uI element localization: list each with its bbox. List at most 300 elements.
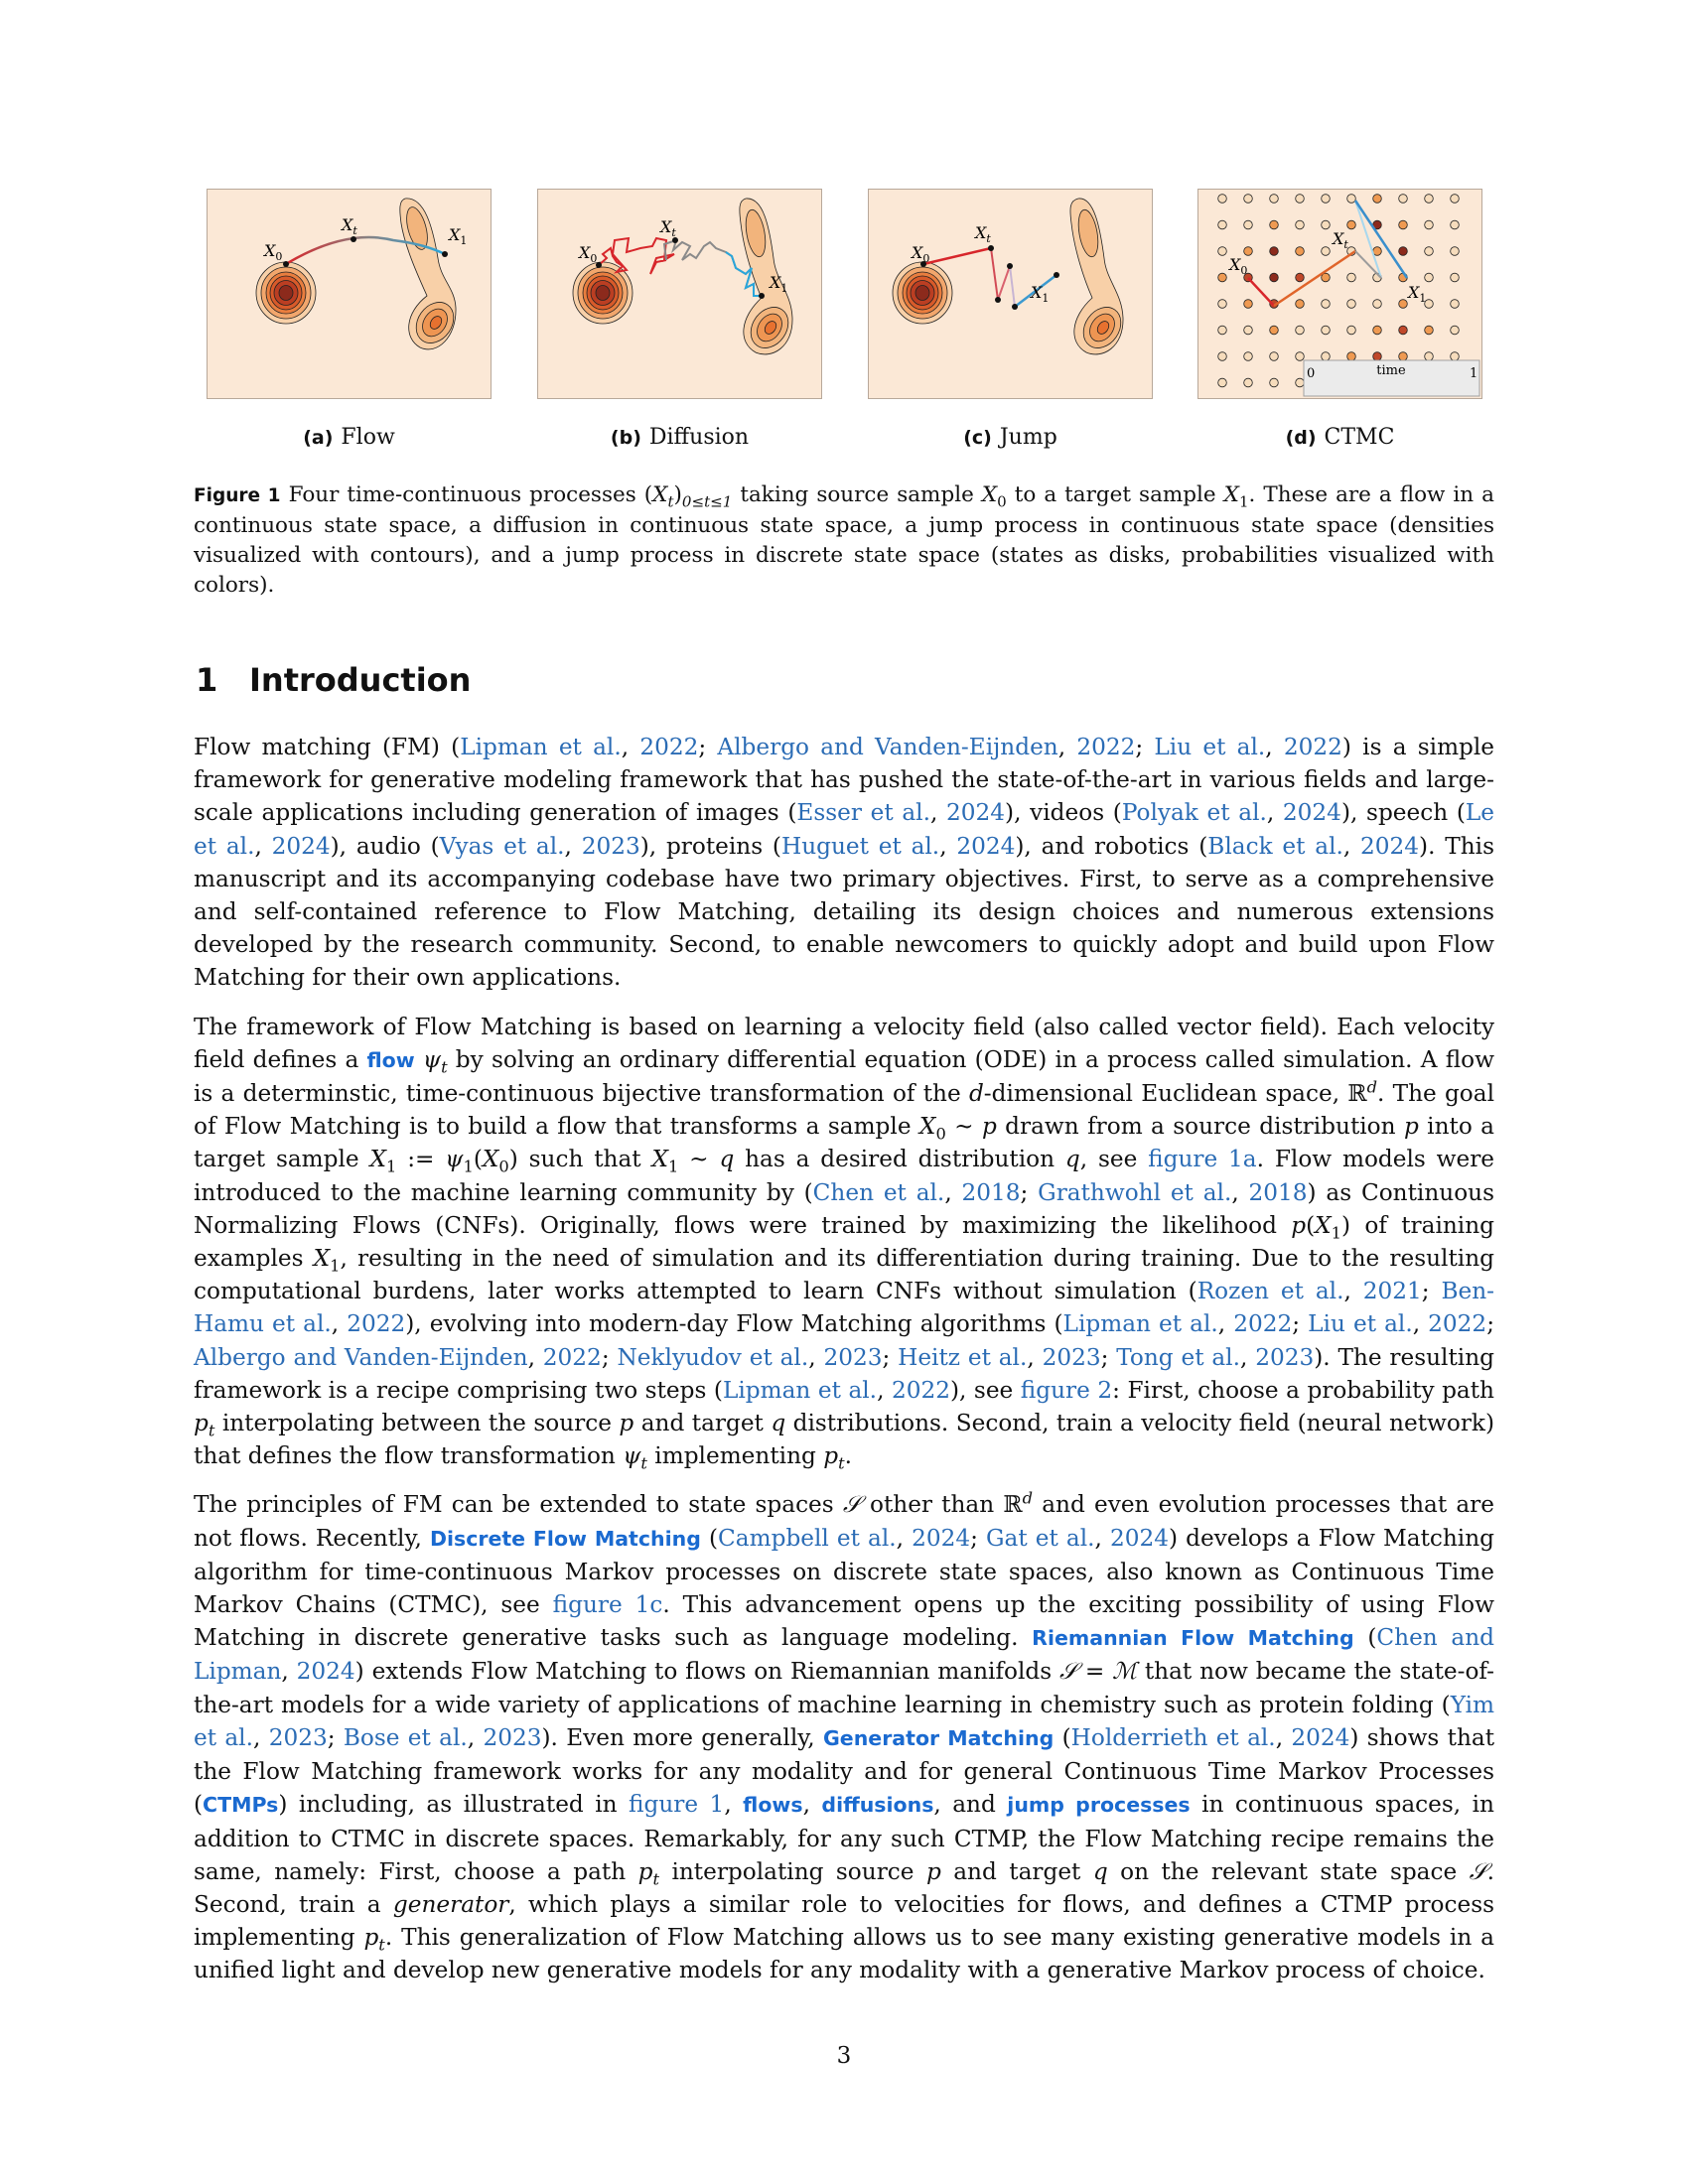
state-disk <box>1244 220 1253 229</box>
text-run: , <box>896 1524 913 1552</box>
text-run: , and <box>933 1791 1008 1819</box>
citation-link[interactable]: Holderrieth et al. <box>1070 1723 1276 1751</box>
keyword-link[interactable]: CTMPs <box>203 1793 279 1818</box>
text-run: ) is a simple framework for generative modeling framework that has pushed the state-of-the-art in various fields and large-scale applications including generation of images ( <box>194 734 1495 827</box>
keyword-link[interactable]: jump processes <box>1007 1793 1191 1818</box>
text-run: , <box>467 1723 484 1751</box>
citation-link[interactable]: 2023 <box>1255 1343 1315 1371</box>
text-run: , <box>1275 1723 1292 1751</box>
text-run: ( <box>1306 1211 1316 1239</box>
x1-point <box>1054 272 1059 278</box>
citation-link[interactable]: 2022 <box>1076 734 1136 760</box>
state-disk <box>1218 247 1227 256</box>
text-run: interpolating between the source <box>214 1410 620 1437</box>
citation-link[interactable]: Lipman et al. <box>460 734 622 760</box>
state-disk <box>1373 195 1382 204</box>
text-run: ) extends Flow Matching to flows on Riemannian manifolds <box>354 1658 1060 1686</box>
state-disk <box>1322 195 1331 204</box>
text-run: ). This manuscript and its accompanying codebase have two primary objectives. First, to serve as a comprehensive and self-contained reference to Flow Matching, detailing its design choices and numerous extensions developed by the research community. Second, to enable newcomers to quickly adopt and build upon Flow Matching for their own applications. <box>194 832 1494 992</box>
citation-link[interactable]: Vyas et al. <box>439 832 565 860</box>
math-symbol: X <box>369 1146 387 1173</box>
xt-label: $X_t$ <box>342 215 357 237</box>
citation-link[interactable]: 2022 <box>1428 1310 1487 1338</box>
text-run: ; <box>327 1723 344 1751</box>
text-run: . Second, train a <box>194 1857 1494 1918</box>
text-run: ). The resulting framework is a recipe comprising two steps ( <box>194 1343 1494 1404</box>
state-disk <box>1296 300 1305 309</box>
citation-link[interactable]: Campbell et al. <box>718 1524 897 1552</box>
citation-link[interactable]: 2022 <box>542 1343 602 1371</box>
state-disk <box>1451 352 1460 361</box>
state-disk <box>1451 247 1460 256</box>
text-run: ( <box>473 1146 483 1173</box>
paragraph-3 <box>194 1488 1494 1986</box>
text-run: The principles of FM can be extended to state spaces <box>194 1491 843 1519</box>
text-run: . Flow models were introduced to the machine learning community by ( <box>194 1146 1495 1206</box>
math-symbol: q <box>1064 1146 1080 1173</box>
section-heading <box>196 661 471 699</box>
source-density-contours <box>893 262 952 324</box>
math-subscript: 0 <box>935 1124 946 1144</box>
math-symbol: generator <box>392 1890 509 1918</box>
math-symbol: p <box>1291 1211 1307 1239</box>
state-disk <box>1296 220 1305 229</box>
state-disk <box>1244 300 1253 309</box>
state-disk <box>1322 247 1331 256</box>
text-run: ) shows that the Flow Matching framework works for any modality and for general Continuous Time Markov Processes ( <box>194 1723 1495 1819</box>
diffusion-plot <box>537 189 822 399</box>
math-symbol: 𝒮 <box>1469 1857 1487 1885</box>
state-disk <box>1270 220 1279 229</box>
citation-link[interactable]: figure 1c <box>552 1591 663 1619</box>
text-run: , <box>1217 1310 1234 1338</box>
text-run: ; <box>698 734 718 760</box>
section-title: Introduction <box>249 661 472 699</box>
x1-label: $X_1$ <box>770 273 788 295</box>
text-run: , <box>331 1310 348 1338</box>
math-subscript: 1 <box>1331 1223 1341 1243</box>
math-symbol: ℳ <box>1112 1658 1137 1686</box>
text-run: , <box>1057 734 1077 760</box>
paragraph-1 <box>194 731 1494 995</box>
x0-point <box>283 261 289 267</box>
text-run: ), and robotics ( <box>1015 832 1208 860</box>
legend-title: time <box>1376 363 1406 378</box>
text-run: , <box>944 1178 962 1206</box>
citation-link[interactable]: 2024 <box>1282 799 1341 827</box>
state-disk <box>1451 273 1460 282</box>
text-run: : First, choose a probability path <box>1112 1376 1494 1404</box>
x1-label: $X_1$ <box>1031 283 1050 305</box>
math-symbol: X <box>482 1146 499 1173</box>
text-run: drawn from a source distribution <box>996 1113 1404 1141</box>
state-disk <box>1399 247 1408 256</box>
citation-link[interactable]: 2018 <box>961 1178 1021 1206</box>
math-subscript: 1 <box>330 1256 341 1276</box>
figure-1 <box>207 189 1487 402</box>
jump-point <box>1007 263 1013 269</box>
citation-link[interactable]: Lipman et al. <box>722 1376 878 1404</box>
citation-link[interactable]: Albergo and Vanden-Eijnden <box>194 1343 528 1371</box>
math-symbol: q <box>771 1410 786 1437</box>
text-run: in continuous spaces, in addition to CTMC in discrete spaces. Remarkably, for any such CTMP, the Flow Matching recipe remains the same, namely: First, choose a path <box>194 1791 1494 1885</box>
citation-link[interactable]: Gat et al. <box>986 1524 1095 1552</box>
text-run: ; <box>601 1343 618 1371</box>
citation-link[interactable]: Yim et al. <box>194 1691 1494 1751</box>
state-disk <box>1425 326 1434 335</box>
panel-jump <box>868 189 1153 399</box>
text-run: -dimensional Euclidean space, ℝ <box>983 1080 1367 1108</box>
state-disk <box>1347 352 1356 361</box>
text-run: Flow matching (FM) ( <box>194 734 461 760</box>
citation-link[interactable]: Grathwohl et al. <box>1038 1178 1232 1206</box>
state-disk <box>1296 195 1305 204</box>
math-symbol: p <box>925 1857 941 1885</box>
citation-link[interactable]: 2024 <box>296 1658 355 1686</box>
flow-plot <box>207 189 492 399</box>
citation-link[interactable]: Bose et al. <box>343 1723 468 1751</box>
x1-label: $X_1$ <box>449 225 468 247</box>
text-run: = <box>1077 1658 1113 1686</box>
state-disk <box>1347 273 1356 282</box>
state-disk <box>1322 220 1331 229</box>
citation-link[interactable]: Neklyudov et al. <box>617 1343 809 1371</box>
text-run: by solving an ordinary differential equation (ODE) in a process called simulation. A flow is a determinstic, time-continuous bijective transformation of the <box>194 1045 1494 1108</box>
state-disk <box>1322 326 1331 335</box>
ctmc-plot <box>1197 189 1482 399</box>
keyword-link[interactable]: Discrete Flow Matching <box>429 1526 701 1551</box>
text-run: ), evolving into modern-day Flow Matching algorithms ( <box>405 1310 1063 1338</box>
state-disk <box>1399 326 1408 335</box>
state-disk <box>1451 300 1460 309</box>
state-disk <box>1244 352 1253 361</box>
keyword-link[interactable]: flow <box>366 1047 415 1072</box>
text-run: ) of training examples <box>194 1211 1494 1273</box>
citation-link[interactable]: figure 1 <box>629 1791 725 1819</box>
state-disk <box>1322 352 1331 361</box>
math-symbol: q <box>1092 1857 1108 1885</box>
text-run: ; <box>1421 1278 1442 1305</box>
math-subscript: t <box>441 1057 448 1077</box>
source-density-contours <box>256 262 316 324</box>
math-symbol: X <box>918 1113 936 1141</box>
state-disk <box>1218 326 1227 335</box>
xt-label: $X_t$ <box>975 223 991 245</box>
panel-flow <box>207 189 492 399</box>
citation-link[interactable]: Lipman et al. <box>1062 1310 1218 1338</box>
text-run: , <box>1266 799 1283 827</box>
state-disk <box>1399 300 1408 309</box>
panel-diffusion <box>537 189 822 399</box>
citation-link[interactable]: 2022 <box>639 734 699 760</box>
figure-label: Figure 1 <box>194 485 281 506</box>
citation-link[interactable]: Rozen et al. <box>1196 1278 1344 1305</box>
state-disk <box>1322 300 1331 309</box>
state-disk <box>1270 352 1279 361</box>
text-run: on the relevant state space <box>1107 1857 1470 1885</box>
state-disk <box>1270 378 1279 387</box>
state-disk <box>1373 300 1382 309</box>
state-disk <box>1218 220 1227 229</box>
x0-label: $X_0$ <box>912 243 930 265</box>
math-subscript: t <box>378 1935 385 1955</box>
state-disk <box>1399 195 1408 204</box>
text-run: , <box>1094 1524 1110 1552</box>
citation-link[interactable]: Heitz et al. <box>898 1343 1028 1371</box>
text-run: , <box>1265 734 1284 760</box>
text-run: and target <box>940 1857 1093 1885</box>
xt-label: $X_t$ <box>1333 229 1348 251</box>
citation-link[interactable]: 2023 <box>823 1343 883 1371</box>
math-symbol: d <box>968 1080 984 1108</box>
citation-link[interactable]: 2024 <box>956 832 1016 860</box>
x1-label: $X_1$ <box>1408 283 1427 305</box>
state-disk <box>1425 220 1434 229</box>
citation-link[interactable]: Huguet et al. <box>780 832 940 860</box>
state-disk <box>1244 326 1253 335</box>
text-run: has a desired distribution <box>734 1146 1065 1173</box>
subcaption-d: (d) CTMC <box>1285 425 1395 450</box>
text-run: implementing <box>646 1442 824 1470</box>
citation-link[interactable]: Albergo and Vanden-Eijnden <box>717 734 1058 760</box>
state-disk <box>1347 300 1356 309</box>
x1-point <box>759 293 765 299</box>
text-run: that now became the state-of-the-art models for a wide variety of applications of machine learning in chemistry such as protein folding ( <box>194 1658 1494 1718</box>
paragraph-2 <box>194 1011 1494 1473</box>
text-run: ( <box>700 1524 719 1552</box>
keyword-link[interactable]: Generator Matching <box>822 1725 1055 1750</box>
citation-link[interactable]: Ben-Hamu et al. <box>194 1278 1494 1338</box>
citation-link[interactable]: 2023 <box>581 832 640 860</box>
citation-link[interactable]: 2023 <box>1042 1343 1101 1371</box>
state-disk <box>1296 247 1305 256</box>
text-run: and even evolution processes that are not flows. Recently, <box>194 1491 1494 1552</box>
text-run: , <box>939 832 957 860</box>
xt-label: $X_t$ <box>660 217 676 239</box>
citation-link[interactable]: 2024 <box>912 1524 971 1552</box>
math-symbol: p <box>1403 1113 1419 1141</box>
math-subscript: 1 <box>386 1158 397 1177</box>
text-run: . The goal of Flow Matching is to build a flow that transforms a sample <box>194 1080 1495 1141</box>
text-run: , <box>1412 1310 1429 1338</box>
citation-link[interactable]: Chen et al. <box>812 1178 945 1206</box>
text-run: ( <box>1054 1723 1071 1751</box>
text-run: ). Even more generally, <box>541 1723 823 1751</box>
text-run: , <box>252 1723 269 1751</box>
text-run: ) such that <box>508 1146 652 1173</box>
math-subscript: t <box>652 1869 659 1889</box>
text-run: , <box>929 799 947 827</box>
citation-link[interactable]: 2024 <box>946 799 1006 827</box>
text-run: , <box>621 734 640 760</box>
text-run: , <box>1239 1343 1256 1371</box>
text-run: ∼ <box>678 1146 720 1173</box>
citation-link[interactable]: 2018 <box>1248 1178 1308 1206</box>
text-run: ; <box>1486 1310 1494 1338</box>
math-symbol: X <box>651 1146 668 1173</box>
state-disk <box>1218 378 1227 387</box>
subcaption-c: (c) Jump <box>963 425 1057 450</box>
text-run: , <box>527 1343 543 1371</box>
state-disk <box>1347 220 1356 229</box>
text-run: , <box>254 832 272 860</box>
time-legend <box>1304 360 1479 396</box>
math-symbol: 𝒮 <box>1059 1658 1077 1686</box>
jump-point <box>1012 304 1018 310</box>
state-disk <box>1425 352 1434 361</box>
text-run: ; <box>1020 1178 1039 1206</box>
legend-max: 1 <box>1470 366 1478 381</box>
text-run: , <box>808 1343 824 1371</box>
text-run: ) including, as illustrated in <box>278 1791 630 1819</box>
jump-point <box>995 297 1001 303</box>
math-superscript: d <box>1022 1488 1034 1508</box>
text-run: ( <box>1353 1624 1377 1652</box>
state-disk <box>1218 352 1227 361</box>
state-disk <box>1451 220 1460 229</box>
text-run: ; <box>970 1524 987 1552</box>
state-disk <box>1425 273 1434 282</box>
text-run: , which plays a similar role to velocities for flows, and defines a CTMP process implementing <box>194 1890 1495 1952</box>
text-run: , <box>281 1658 297 1686</box>
citation-link[interactable]: 2024 <box>1360 832 1420 860</box>
citation-link[interactable]: 2022 <box>891 1376 950 1404</box>
text-run: ; <box>1135 734 1155 760</box>
state-disk <box>1270 247 1279 256</box>
state-disk <box>1373 326 1382 335</box>
state-disk <box>1399 220 1408 229</box>
state-disk <box>1296 326 1305 335</box>
state-disk <box>1451 326 1460 335</box>
math-symbol: p <box>194 1410 209 1437</box>
state-disk <box>1451 195 1460 204</box>
citation-link[interactable]: Le et al. <box>194 799 1495 860</box>
math-symbol: X <box>1315 1211 1332 1239</box>
text-run: interpolating source <box>659 1857 926 1885</box>
citation-link[interactable]: 2024 <box>1291 1723 1350 1751</box>
state-disk <box>1218 300 1227 309</box>
state-disk <box>1244 378 1253 387</box>
x0-label: $X_0$ <box>1229 255 1248 277</box>
math-symbol: ψ <box>445 1146 464 1173</box>
math-subscript: t <box>208 1421 215 1440</box>
math-symbol: p <box>981 1113 997 1141</box>
figure-caption: Figure 1 Four time-continuous processes $(X_t)_{0\le t\le 1}$ taking source sample $X_0$ to a target sample $X_1$. These are a flow in a continuous state space, a diffusion in continuous state space, a jump process in continuous state space (densities visualized with contours), and a jump process in discrete state space (states as disks, probabilities visualized with colors). <box>194 482 1494 598</box>
body-text <box>194 731 1494 2003</box>
x0-label: $X_0$ <box>264 241 283 263</box>
text-run: distributions. Second, train a velocity field (neural network) that defines the flow transformation <box>194 1410 1494 1470</box>
citation-link[interactable]: Liu et al. <box>1308 1310 1413 1338</box>
math-symbol: p <box>619 1410 634 1437</box>
citation-link[interactable]: 2022 <box>347 1310 406 1338</box>
page-number: 3 <box>836 2043 852 2069</box>
citation-link[interactable]: 2024 <box>271 832 331 860</box>
x0-label: $X_0$ <box>579 243 598 265</box>
text-run: , <box>724 1791 744 1819</box>
state-disk <box>1425 195 1434 204</box>
citation-link[interactable]: 2022 <box>1283 734 1342 760</box>
text-run: ), proteins ( <box>639 832 781 860</box>
text-run: ; <box>882 1343 899 1371</box>
citation-link[interactable]: Esser et al. <box>796 799 930 827</box>
text-run: , resulting in the need of simulation and its differentiation during training. Due to the resulting computational burdens, later works attempted to learn CNFs without simulation ( <box>194 1245 1494 1305</box>
text-run: ) as Continuous Normalizing Flows (CNFs). Originally, flows were trained by maximizing the likelihood <box>194 1178 1494 1239</box>
citation-link[interactable]: figure 1a <box>1148 1146 1257 1173</box>
text-run: . This generalization of Flow Matching allows us to see many existing generative models in a unified light and develop new generative models for any modality with a generative Markov process of choice. <box>194 1924 1494 1984</box>
citation-link[interactable]: 2021 <box>1362 1278 1422 1305</box>
state-disk <box>1347 326 1356 335</box>
text-run: other than ℝ <box>860 1491 1023 1519</box>
text-run: ), see <box>949 1376 1021 1404</box>
citation-link[interactable]: 2023 <box>268 1723 328 1751</box>
text-run: ), audio ( <box>330 832 440 860</box>
citation-link[interactable]: Tong et al. <box>1116 1343 1240 1371</box>
math-symbol: X <box>313 1245 331 1273</box>
state-disk <box>1244 195 1253 204</box>
legend-min: 0 <box>1307 366 1316 381</box>
text-run: ; <box>1292 1310 1309 1338</box>
citation-link[interactable]: 2023 <box>483 1723 542 1751</box>
citation-link[interactable]: Black et al. <box>1207 832 1343 860</box>
xt-point <box>988 245 994 251</box>
text-run: , <box>877 1376 892 1404</box>
text-run: ) develops a Flow Matching algorithm for time-continuous Markov processes on discrete state spaces, also known as Continuous Time Markov Chains (CTMC), see <box>194 1524 1494 1619</box>
math-superscript: d <box>1366 1077 1377 1097</box>
math-subscript: 1 <box>667 1158 679 1177</box>
citation-link[interactable]: Liu et al. <box>1154 734 1266 760</box>
text-run: , <box>564 832 582 860</box>
keyword-link[interactable]: Riemannian Flow Matching <box>1032 1626 1354 1651</box>
citation-link[interactable]: Polyak et al. <box>1121 799 1267 827</box>
state-disk <box>1296 352 1305 361</box>
text-run: and target <box>633 1410 772 1437</box>
math-subscript: t <box>640 1453 647 1473</box>
text-run: . <box>844 1442 852 1470</box>
math-symbol: p <box>363 1924 379 1952</box>
text-run: . This advancement opens up the exciting possibility of using Flow Matching in discrete generative tasks such as language modeling. <box>194 1591 1494 1652</box>
text-run: := <box>396 1146 446 1173</box>
math-symbol: p <box>637 1857 653 1885</box>
state-disk <box>1296 378 1305 387</box>
math-symbol: ψ <box>422 1045 442 1073</box>
text-run <box>415 1046 423 1073</box>
state-disk <box>1347 195 1356 204</box>
text-run: , see <box>1079 1146 1149 1173</box>
text-run: ), speech ( <box>1340 799 1466 827</box>
panel-ctmc <box>1197 189 1482 399</box>
text-run: into a target sample <box>194 1113 1494 1173</box>
jump-plot <box>868 189 1153 399</box>
math-symbol: q <box>719 1146 735 1173</box>
citation-link[interactable]: figure 2 <box>1020 1376 1113 1404</box>
text-run: , <box>1343 1278 1363 1305</box>
keyword-link[interactable]: diffusions <box>821 1793 934 1818</box>
text-run: ; <box>1100 1343 1117 1371</box>
citation-link[interactable]: 2024 <box>1109 1524 1169 1552</box>
state-disk <box>1425 247 1434 256</box>
text-run: The framework of Flow Matching is based on learning a velocity field (also called vector field). Each velocity field defines a <box>194 1013 1494 1073</box>
math-symbol: 𝒮 <box>842 1491 861 1519</box>
state-disk <box>1218 273 1227 282</box>
state-disk <box>1218 195 1227 204</box>
subcaption-b: (b) Diffusion <box>610 425 750 450</box>
text-run: ), videos ( <box>1005 799 1122 827</box>
citation-link[interactable]: 2022 <box>1233 1310 1293 1338</box>
keyword-link[interactable]: flows <box>743 1793 803 1818</box>
math-subscript: 0 <box>498 1158 509 1177</box>
x1-point <box>442 251 448 257</box>
citation-link[interactable]: Chen and Lipman <box>194 1624 1494 1686</box>
